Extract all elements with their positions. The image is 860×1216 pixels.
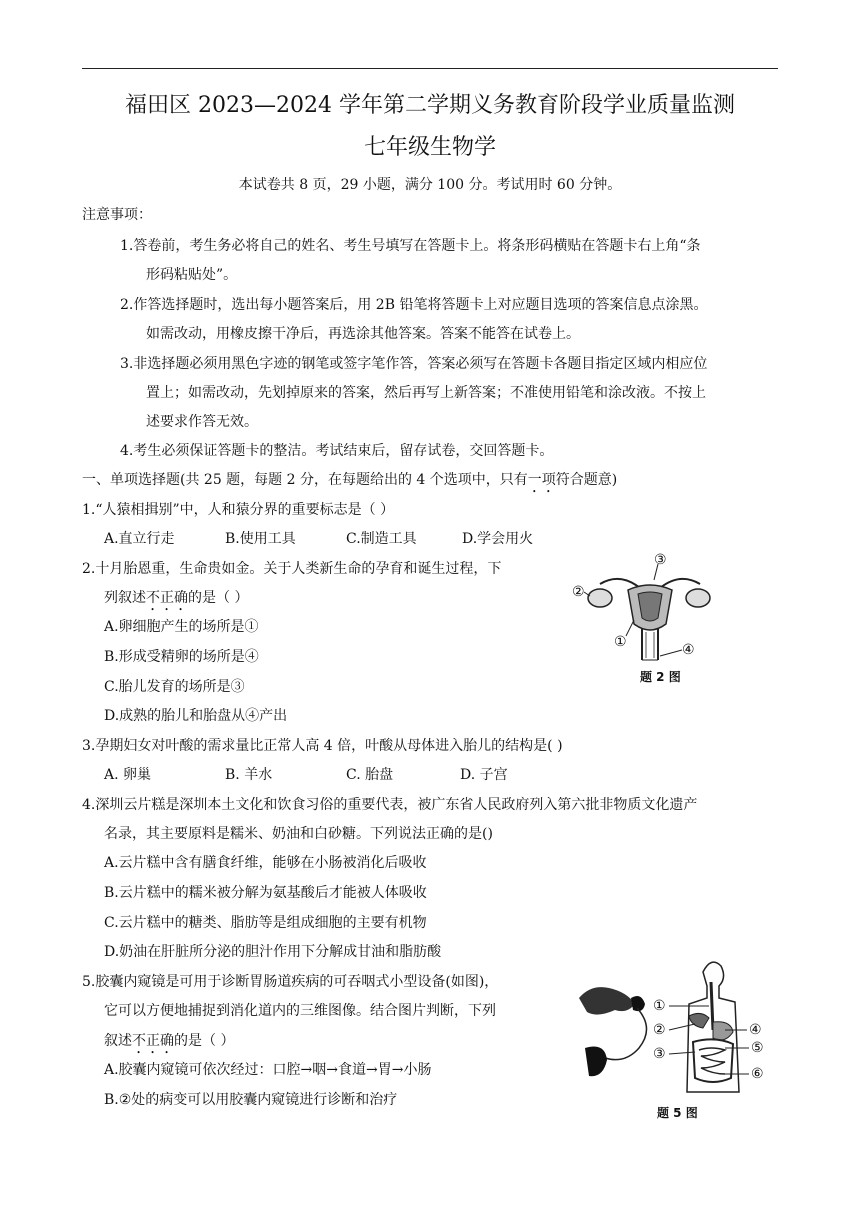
q2-figure-label-3: ③ xyxy=(654,552,667,568)
q5-figure-label-5: ⑤ xyxy=(751,1040,764,1056)
section-1-heading-emphasis: 一项 xyxy=(527,472,556,488)
q2-figure-label-4: ④ xyxy=(682,642,695,658)
q1-option-c: C.制造工具 xyxy=(346,531,417,547)
exam-subtitle: 七年级生物学 xyxy=(363,135,496,160)
q5-figure-label-6: ⑥ xyxy=(751,1066,764,1082)
section-1-heading-pre: 一、单项选择题(共 25 题，每题 2 分，在每题给出的 4 个选项中，只有 xyxy=(82,472,528,488)
notice-item-3-line-1: 3.非选择题必须用黑色字迹的钢笔或签字笔作答，答案必须写在答题卡各题目指定区域内相应位 xyxy=(120,356,708,372)
q2-stem-line-2 xyxy=(104,587,248,614)
notice-item-3-line-2: 置上；如需改动，先划掉原来的答案，然后再写上新答案；不准使用铅笔和涂改液。不按上 xyxy=(146,385,706,401)
notice-item-4: 4.考生必须保证答题卡的整洁。考试结束后，留存试卷，交回答题卡。 xyxy=(120,443,554,459)
q2-stem-line-2-post: 的是（ ） xyxy=(188,590,249,606)
section-1-heading xyxy=(82,469,617,496)
exam-title: 福田区 2023—2024 学年第二学期义务教育阶段学业质量监测 xyxy=(125,93,735,118)
notice-heading: 注意事项： xyxy=(82,207,152,223)
q5-figure-caption: 题 5 图 xyxy=(657,1106,698,1120)
q1-option-a: A.直立行走 xyxy=(104,531,175,547)
q5-stem-emphasis: 不正确 xyxy=(132,1033,174,1049)
q2-option-a: A.卵细胞产生的场所是① xyxy=(104,619,259,635)
q3-option-c: C. 胎盘 xyxy=(346,767,394,783)
q4-option-a: A.云片糕中含有膳食纤维，能够在小肠被消化后吸收 xyxy=(104,855,427,871)
exam-info: 本试卷共 8 页，29 小题，满分 100 分。考试用时 60 分钟。 xyxy=(238,177,622,193)
q4-option-b: B.云片糕中的糯米被分解为氨基酸后才能被人体吸收 xyxy=(104,885,427,901)
q5-stem-line-3-pre: 叙述 xyxy=(104,1033,132,1049)
q5-stem-line-2: 它可以方便地捕捉到消化道内的三维图像。结合图片判断，下列 xyxy=(104,1003,496,1019)
q5-option-b: B.②处的病变可以用胶囊内窥镜进行诊断和治疗 xyxy=(104,1092,398,1108)
q5-figure-label-2: ② xyxy=(653,1022,666,1038)
q2-stem-line-1: 2.十月胎恩重，生命贵如金。关于人类新生命的孕育和诞生过程，下 xyxy=(82,561,502,577)
q5-option-a: A.胶囊内窥镜可依次经过：口腔→咽→食道→胃→小肠 xyxy=(104,1062,432,1078)
q4-option-d: D.奶油在肝脏所分泌的胆汁作用下分解成甘油和脂肪酸 xyxy=(104,944,442,960)
q2-figure xyxy=(570,554,720,686)
q5-figure-label-4: ④ xyxy=(749,1022,762,1038)
q1-stem: 1.“人猿相揖别”中，人和猿分界的重要标志是（ ） xyxy=(82,502,395,518)
notice-item-1-line-1: 1.答卷前，考生务必将自己的姓名、考生号填写在答题卡上。将条形码横贴在答题卡右上角“条 xyxy=(120,238,701,254)
q5-stem-line-3-post: 的是（ ） xyxy=(174,1033,235,1049)
q3-option-d: D. 子宫 xyxy=(460,767,508,783)
q2-option-b: B.形成受精卵的场所是④ xyxy=(104,649,259,665)
q3-option-b: B. 羊水 xyxy=(225,767,273,783)
notice-item-1-line-2: 形码粘贴处”。 xyxy=(146,267,238,283)
section-1-heading-post: 符合题意) xyxy=(555,472,618,488)
q5-stem-line-1: 5.胶囊内窥镜是可用于诊断胃肠道疾病的可吞咽式小型设备(如图)， xyxy=(82,974,499,990)
q2-figure-caption: 题 2 图 xyxy=(640,670,681,684)
q2-option-d: D.成熟的胎儿和胎盘从④产出 xyxy=(104,708,288,724)
q4-stem-line-2: 名录，其主要原料是糯米、奶油和白砂糖。下列说法正确的是() xyxy=(104,826,493,842)
q5-figure-label-1: ① xyxy=(653,998,666,1014)
q2-figure-label-1: ① xyxy=(614,634,627,650)
q5-stem-line-3 xyxy=(104,1030,234,1057)
q5-figure-label-3: ③ xyxy=(653,1046,666,1062)
q2-stem-line-2-pre: 列叙述 xyxy=(104,590,146,606)
q1-option-d: D.学会用火 xyxy=(462,531,534,547)
q3-option-a: A. 卵巢 xyxy=(104,767,152,783)
notice-item-2-line-1: 2.作答选择题时，选出每小题答案后，用 2B 铅笔将答题卡上对应题目选项的答案信息点涂黑。 xyxy=(120,297,708,313)
q4-stem-line-1: 4.深圳云片糕是深圳本土文化和饮食习俗的重要代表，被广东省人民政府列入第六批非物质文化遗产 xyxy=(82,797,698,813)
q1-option-b: B.使用工具 xyxy=(225,531,296,547)
q5-figure xyxy=(575,952,775,1124)
q3-stem: 3.孕期妇女对叶酸的需求量比正常人高 4 倍，叶酸从母体进入胎儿的结构是( ) xyxy=(82,738,563,754)
top-rule xyxy=(82,68,778,69)
q2-stem-emphasis: 不正确 xyxy=(146,590,188,606)
q4-option-c: C.云片糕中的糖类、脂肪等是组成细胞的主要有机物 xyxy=(104,915,427,931)
digestive-system-diagram xyxy=(575,952,775,1102)
notice-item-2-line-2: 如需改动，用橡皮擦干净后，再选涂其他答案。答案不能答在试卷上。 xyxy=(146,326,580,342)
q2-option-c: C.胎儿发育的场所是③ xyxy=(104,679,245,695)
uterus-diagram xyxy=(570,554,720,686)
q2-figure-label-2: ② xyxy=(572,584,585,600)
notice-item-3-line-3: 述要求作答无效。 xyxy=(146,414,258,430)
